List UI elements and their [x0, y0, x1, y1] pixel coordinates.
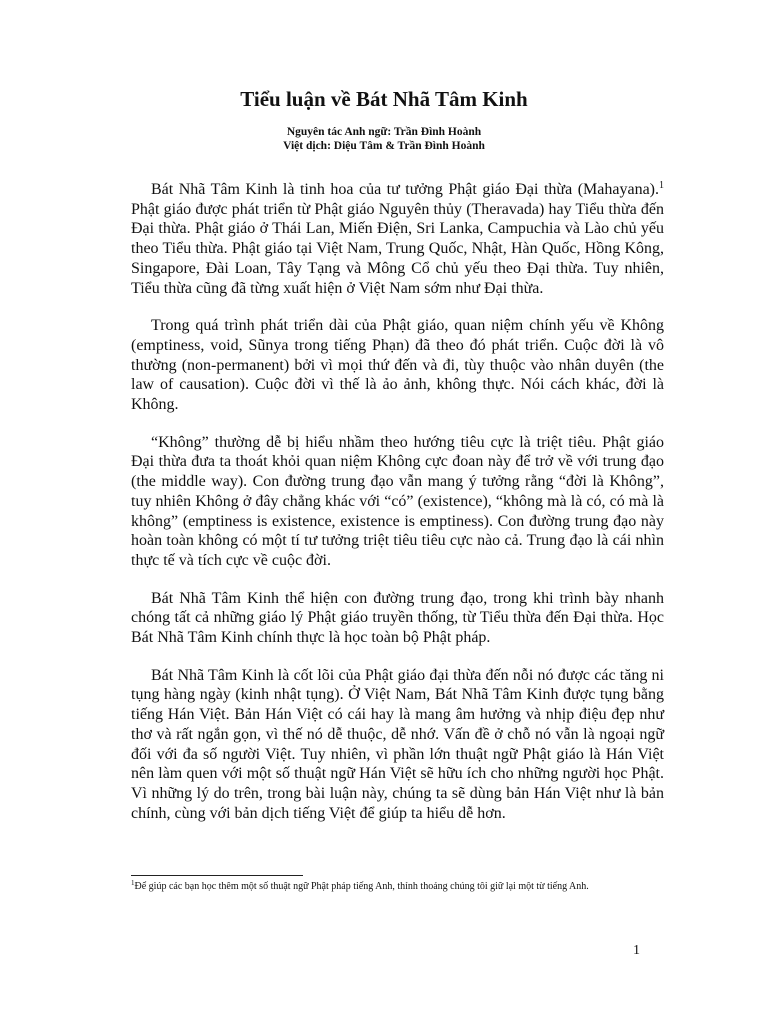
credit-original-author: Nguyên tác Anh ngữ: Trần Đình Hoành [286, 126, 482, 138]
footnote-separator [131, 875, 303, 876]
footnote [131, 881, 646, 894]
paragraph-1-text-before-note: Bát Nhã Tâm Kinh là tinh hoa của tư tưởng Phật giáo Đại thừa (Mahayana). [151, 181, 659, 198]
paragraph-2: Trong quá trình phát triển dài của Phật giáo, quan niệm chính yếu về Không (emptiness, void, Sũnya trong tiếng Phạn) đã theo đó phát triển. Cuộc đời là vô thường (non-permanent) bởi vì mọi thứ đến và đi, tùy thuộc vào nhân duyên (the law of causation). Cuộc đời vì thế là ảo ảnh, không thực. Nói cách khác, đời là Không. [131, 317, 664, 414]
paragraph-1 [131, 180, 664, 298]
footnote-reference[interactable]: 1 [659, 180, 664, 191]
footnote-text: Để giúp các bạn học thêm một số thuật ngữ Phật pháp tiếng Anh, thỉnh thoảng chúng tôi giữ lại một từ tiếng Anh. [134, 881, 589, 892]
footnote-marker: 1 [131, 879, 135, 887]
paragraph-4: Bát Nhã Tâm Kinh thể hiện con đường trung đạo, trong khi trình bày nhanh chóng tất cả những giáo lý Phật giáo truyền thống, từ Tiểu thừa đến Đại thừa. Học Bát Nhã Tâm Kinh chính thực là học toàn bộ Phật pháp. [131, 589, 664, 647]
paragraph-1-text-after-note: Phật giáo được phát triển từ Phật giáo Nguyên thủy (Theravada) hay Tiểu thừa đến Đại thừa. Phật giáo ở Thái Lan, Miến Điện, Sri Lanka, Campuchia và Lào chủ yếu theo Tiểu thừa. Phật giáo tại Việt Nam, Trung Quốc, Nhật, Hàn Quốc, Hồng Kông, Singapore, Đài Loan, Tây Tạng và Mông Cổ chủ yếu theo Đại thừa. Tuy nhiên, Tiểu thừa cũng đã từng xuất hiện ở Việt Nam sớm như Đại thừa. [131, 200, 664, 297]
paragraph-3: “Không” thường dễ bị hiểu nhầm theo hướng tiêu cực là triệt tiêu. Phật giáo Đại thừa đưa ta thoát khỏi quan niệm Không cực đoan này để trở về với trung đạo (the middle way). Con đường trung đạo vẫn mang ý tưởng rằng “đời là Không”, tuy nhiên Không ở đây chẳng khác với “có” (existence), “không mà là có, có mà là không” (emptiness is existence, existence is emptiness). Con đường trung đạo này hoàn toàn không có một tí tư tưởng triệt tiêu tiêu cực nào cả. Trung đạo là cái nhìn thực tế và tích cực về cuộc đời. [131, 433, 664, 569]
document-title: Tiểu luận về Bát Nhã Tâm Kinh [240, 87, 528, 111]
credit-translators: Việt dịch: Diệu Tâm & Trần Đình Hoành [283, 140, 485, 152]
paragraph-5: Bát Nhã Tâm Kinh là cốt lõi của Phật giáo đại thừa đến nỗi nó được các tăng ni tụng hàng ngày (kinh nhật tụng). Ở Việt Nam, Bát Nhã Tâm Kinh được tụng bằng tiếng Hán Việt. Bản Hán Việt có cái hay là mang âm hưởng và nhịp điệu đẹp như thơ và rất ngắn gọn, vì thế nó dễ thuộc, dễ nhớ. Vấn đề ở chỗ nó vẫn là ngoại ngữ đối với đa số người Việt. Tuy nhiên, vì phần lớn thuật ngữ Phật giáo là Hán Việt nên làm quen với một số thuật ngữ Hán Việt sẽ hữu ích cho những người học Phật. Vì những lý do trên, trong bài luận này, chúng ta sẽ dùng bản Hán Việt như là bản chính, cùng với bản dịch tiếng Việt để giúp ta hiểu dễ hơn. [131, 666, 664, 822]
page-number: 1 [633, 943, 640, 958]
body-text [131, 180, 664, 841]
